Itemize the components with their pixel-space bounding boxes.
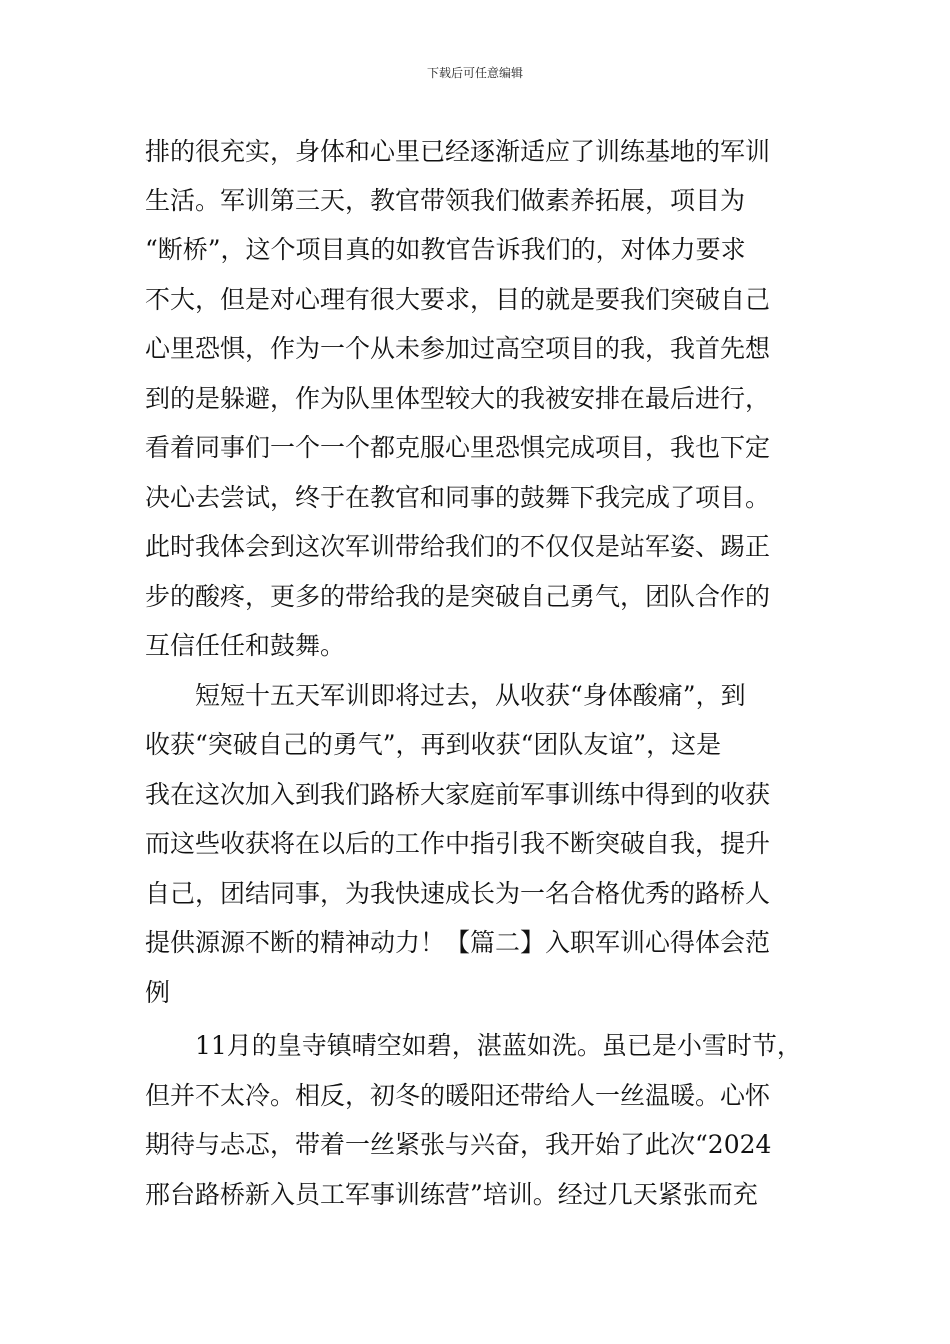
text-line: 心里恐惧，作为一个从未参加过高空项目的我，我首先想 bbox=[145, 334, 771, 363]
text-line: 邢台路桥新入员工军事训练营”培训。经过几天紧张而充 bbox=[145, 1180, 758, 1209]
paragraph-start-line: 短短十五天军训即将过去，从收获“身体酸痛”，到 bbox=[195, 681, 746, 710]
text-line: 提供源源不断的精神动力！【篇二】入职军训心得体会范 bbox=[145, 928, 771, 957]
text-line: 看着同事们一个一个都克服心里恐惧完成项目，我也下定 bbox=[145, 433, 771, 462]
paragraph-start-line: 11月的皇寺镇晴空如碧，湛蓝如洗。虽已是小雪时节， bbox=[195, 1031, 802, 1060]
text-line: 例 bbox=[145, 978, 171, 1007]
text-line: 我在这次加入到我们路桥大家庭前军事训练中得到的收获 bbox=[145, 780, 771, 809]
page-header: 下载后可任意编辑 bbox=[426, 66, 523, 80]
text-line: 期待与忐忑，带着一丝紧张与兴奋，我开始了此次“2024 bbox=[145, 1130, 772, 1159]
text-line: 到的是躲避，作为队里体型较大的我被安排在最后进行， bbox=[145, 384, 771, 413]
text-line: 决心去尝试，终于在教官和同事的鼓舞下我完成了项目。 bbox=[145, 483, 771, 512]
text-line: 自己，团结同事，为我快速成长为一名合格优秀的路桥人 bbox=[145, 879, 771, 908]
text-line: 互信任任和鼓舞。 bbox=[145, 631, 346, 660]
text-line: 收获“突破自己的勇气”，再到收获“团队友谊”，这是 bbox=[145, 730, 722, 759]
text-line: 排的很充实，身体和心里已经逐渐适应了训练基地的军训 bbox=[145, 137, 771, 166]
text-line: 而这些收获将在以后的工作中指引我不断突破自我，提升 bbox=[145, 829, 771, 858]
text-line: 生活。军训第三天，教官带领我们做素养拓展，项目为 bbox=[145, 186, 746, 215]
text-line: 此时我体会到这次军训带给我们的不仅仅是站军姿、踢正 bbox=[145, 532, 771, 561]
text-line: 不大，但是对心理有很大要求，目的就是要我们突破自己 bbox=[145, 285, 771, 314]
text-line: “断桥”，这个项目真的如教官告诉我们的，对体力要求 bbox=[145, 235, 746, 264]
text-line: 但并不太冷。相反，初冬的暖阳还带给人一丝温暖。心怀 bbox=[145, 1081, 771, 1110]
text-line: 步的酸疼，更多的带给我的是突破自己勇气，团队合作的 bbox=[145, 582, 771, 611]
